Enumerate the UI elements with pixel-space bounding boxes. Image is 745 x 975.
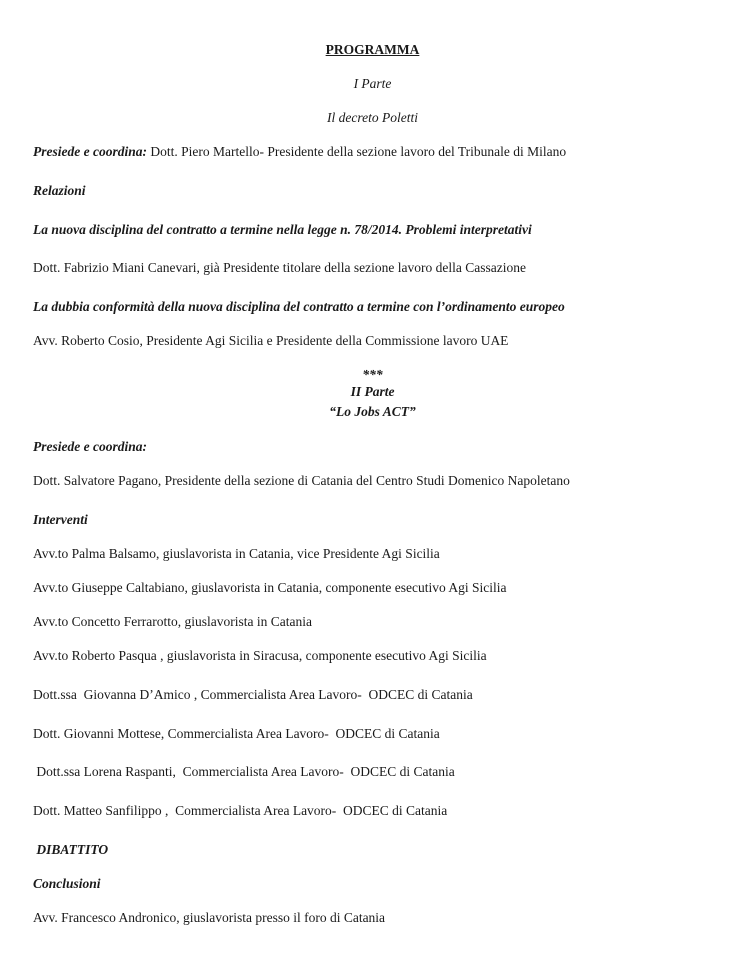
talk1-title: La nuova disciplina del contratto a termine nella legge n. 78/2014. Problemi interpretativi: [33, 222, 532, 237]
list-item: Avv.to Concetto Ferrarotto, giuslavorista in Catania: [33, 614, 312, 629]
part1-chair-label: Presiede e coordina:: [33, 144, 147, 159]
part1-chair-text: Dott. Piero Martello- Presidente della sezione lavoro del Tribunale di Milano: [146, 144, 567, 159]
talk2-speaker: Avv. Roberto Cosio, Presidente Agi Sicilia e Presidente della Commissione lavoro UAE: [33, 333, 509, 348]
list-item: Avv.to Roberto Pasqua , giuslavorista in Siracusa, componente esecutivo Agi Sicilia: [33, 648, 487, 663]
part1-label: I Parte: [353, 76, 392, 91]
part2-chair-label: Presiede e coordina:: [33, 439, 147, 454]
list-item: Dott.ssa Lorena Raspanti, Commercialista Area Lavoro- ODCEC di Catania: [33, 764, 455, 779]
list-item: Dott. Matteo Sanfilippo , Commercialista Area Lavoro- ODCEC di Catania: [33, 803, 448, 818]
list-item: Avv.to Palma Balsamo, giuslavorista in Catania, vice Presidente Agi Sicilia: [33, 546, 440, 561]
page-title: PROGRAMMA: [325, 42, 420, 57]
interventi-heading: Interventi: [33, 512, 88, 527]
relazioni-heading: Relazioni: [33, 183, 86, 198]
dibattito-heading: DIBATTITO: [33, 842, 109, 857]
conclusioni-speaker: Avv. Francesco Andronico, giuslavorista presso il foro di Catania: [33, 910, 386, 925]
conclusioni-heading: Conclusioni: [33, 876, 101, 891]
part2-subtitle: “Lo Jobs ACT”: [329, 404, 416, 419]
list-item: Dott. Giovanni Mottese, Commercialista Area Lavoro- ODCEC di Catania: [33, 726, 440, 741]
part2-label: II Parte: [350, 384, 395, 399]
separator: ***: [362, 367, 383, 382]
list-item: Avv.to Giuseppe Caltabiano, giuslavorista in Catania, componente esecutivo Agi Sicilia: [33, 580, 507, 595]
list-item: Dott.ssa Giovanna D’Amico , Commercialista Area Lavoro- ODCEC di Catania: [33, 687, 473, 702]
part2-chair-text: Dott. Salvatore Pagano, Presidente della sezione di Catania del Centro Studi Domenico Napoletano: [33, 473, 570, 488]
part1-chair-line: [33, 143, 566, 160]
part1-subtitle: Il decreto Poletti: [327, 110, 418, 125]
talk1-speaker: Dott. Fabrizio Miani Canevari, già Presidente titolare della sezione lavoro della Cassazione: [33, 260, 526, 275]
talk2-title: La dubbia conformità della nuova disciplina del contratto a termine con l’ordinamento europeo: [33, 299, 565, 314]
